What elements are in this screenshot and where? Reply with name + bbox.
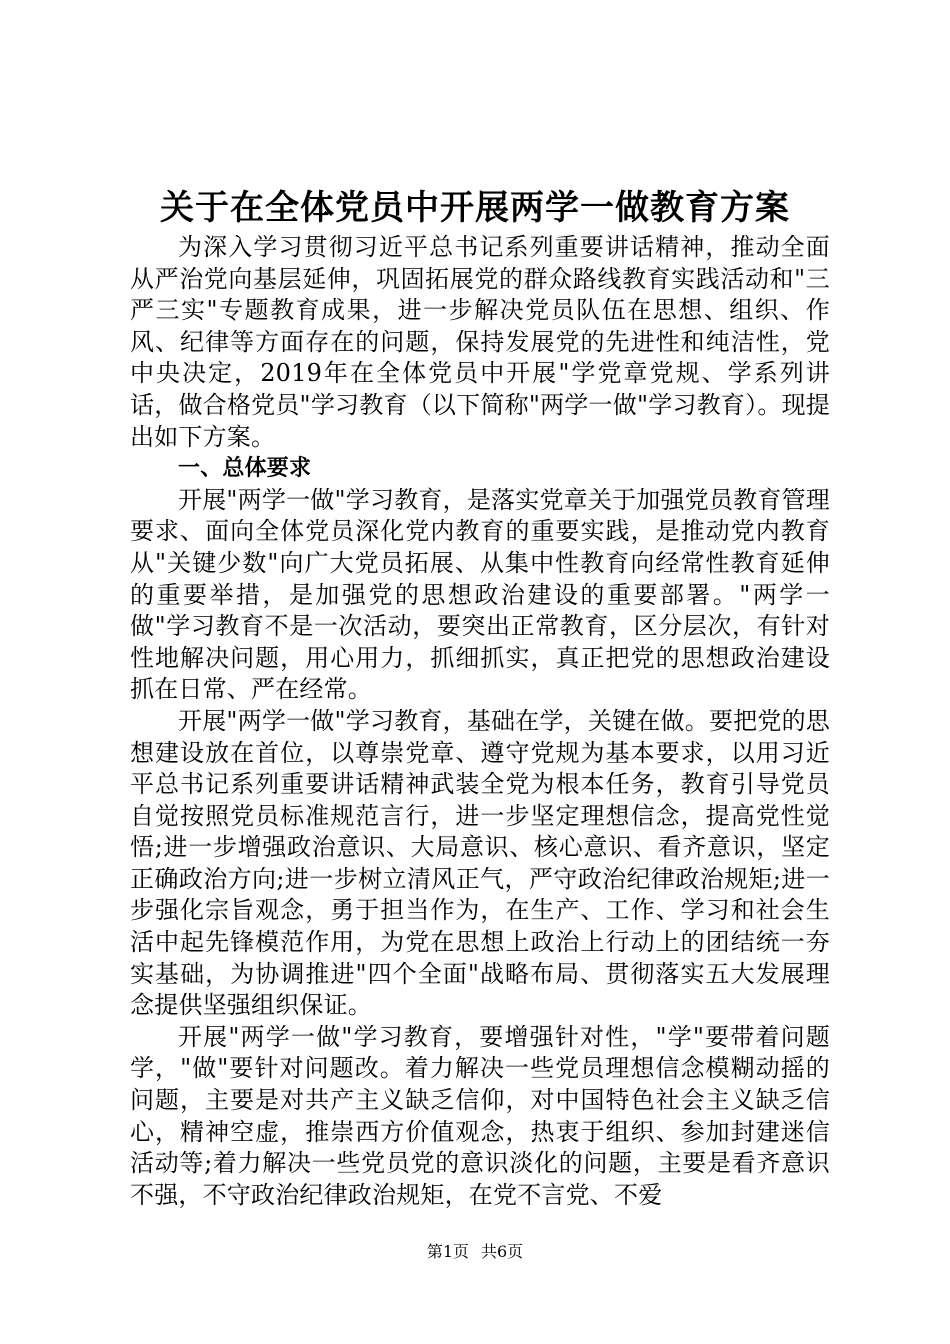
page-total: 共6页 [481,1242,524,1261]
page-footer [0,1240,950,1264]
body-paragraph: 开展"两学一做"学习教育，基础在学，关键在做。要把党的思想建设放在首位，以尊崇党章、遵守党规为基本要求，以用习近平总书记系列重要讲话精神武装全党为根本任务，教育引导党员自觉按照党员标准规范言行，进一步坚定理想信念，提高党性觉悟;进一步增强政治意识、大局意识、核心意识、看齐意识，坚定正确政治方向;进一步树立清风正气，严守政治纪律政治规矩;进一步强化宗旨观念，勇于担当作为，在生产、工作、学习和社会生活中起先锋模范作用，为党在思想上政治上行动上的团结统一夯实基础，为协调推进"四个全面"战略布局、贯彻落实五大发展理念提供坚强组织保证。 [130,706,830,1020]
document-body [130,232,830,1211]
body-paragraph: 开展"两学一做"学习教育，要增强针对性，"学"要带着问题学，"做"要针对问题改。着力解决一些党员理想信念模糊动摇的问题，主要是对共产主义缺乏信仰，对中国特色社会主义缺乏信心，精神空虚，推崇西方价值观念，热衷于组织、参加封建迷信活动等;着力解决一些党员党的意识淡化的问题，主要是看齐意识不强，不守政治纪律政治规矩，在党不言党、不爱 [130,1022,830,1209]
body-paragraph: 开展"两学一做"学习教育，是落实党章关于加强党员教育管理要求、面向全体党员深化党内教育的重要实践，是推动党内教育从"关键少数"向广大党员拓展、从集中性教育向经常性教育延伸的重要举措，是加强党的思想政治建设的重要部署。"两学一做"学习教育不是一次活动，要突出正常教育，区分层次，有针对性地解决问题，用心用力，抓细抓实，真正把党的思想政治建设抓在日常、严在经常。 [130,485,830,704]
intro-paragraph: 为深入学习贯彻习近平总书记系列重要讲话精神，推动全面从严治党向基层延伸，巩固拓展党的群众路线教育实践活动和"三严三实"专题教育成果，进一步解决党员队伍在思想、组织、作风、纪律等方面存在的问题，保持发展党的先进性和纯洁性，党中央决定，2019年在全体党员中开展"学党章党规、学系列讲话，做合格党员"学习教育（以下简称"两学一做"学习教育）。现提出如下方案。 [130,233,830,451]
page-title: 关于在全体党员中开展两学一做教育方案 [160,188,790,228]
page-number: 第1页 [426,1242,469,1261]
section-heading: 一、总体要求 [178,456,312,482]
